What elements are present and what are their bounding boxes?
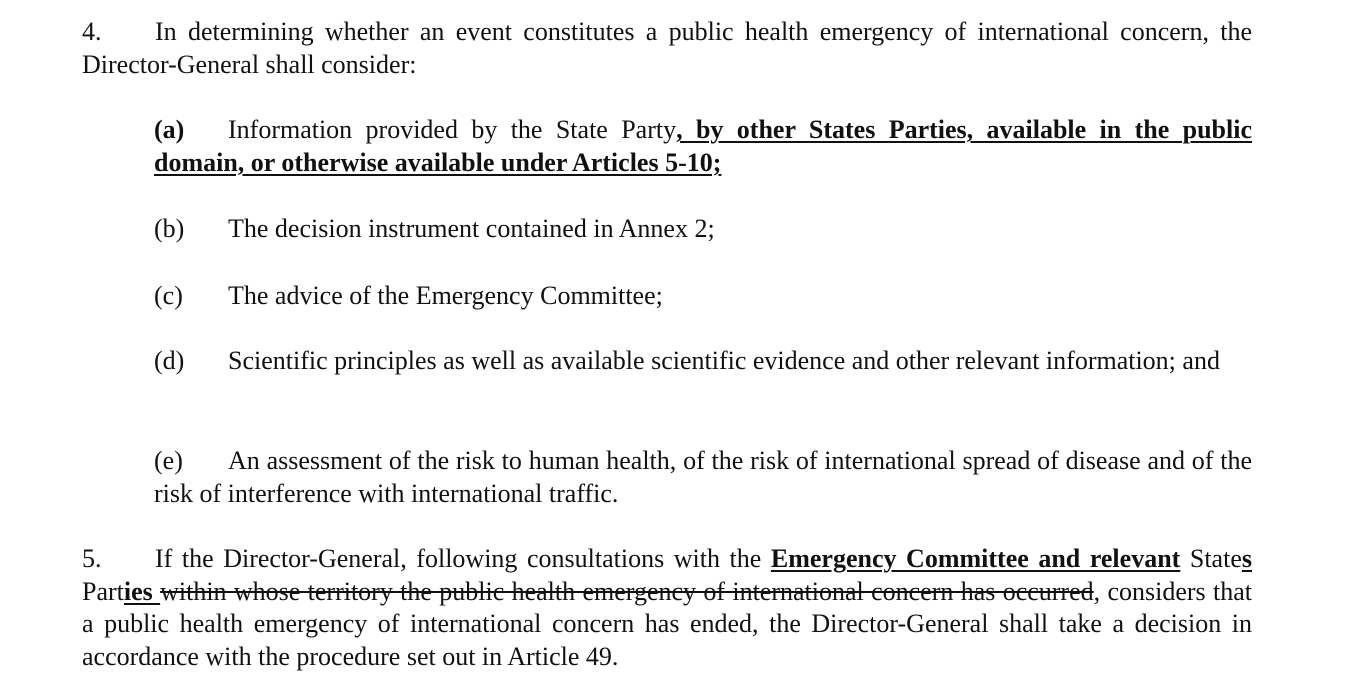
item-label: (e) (154, 446, 183, 475)
item-a (154, 114, 1252, 179)
item-c (154, 280, 1252, 313)
item-text: The decision instrument contained in Annex 2; (228, 214, 715, 243)
inserted-text: s (1241, 544, 1252, 573)
inserted-text: ies (123, 576, 161, 606)
paragraph-text: Part (82, 576, 124, 606)
paragraph-text: If the Director-General, following consultations with the (155, 544, 771, 573)
paragraph-number: 5. (82, 544, 102, 573)
paragraph-text: In determining whether an event constitutes a public health emergency of international concern, the Director-General shall consider: (82, 17, 1252, 79)
paragraph-text: State (1180, 544, 1242, 573)
item-e (154, 445, 1252, 510)
inserted-text: , by other States Parties, available in the public domain, or otherwise available under Articles 5-10; (154, 115, 1253, 177)
deleted-text: within whose territory the public health emergency of international concern has occurred (160, 576, 1094, 606)
paragraph-text: , considers that a public health emergency of international concern has ended, the Director-General shall take a decision in accordance with the procedure set out in Article 49. (82, 576, 1252, 671)
item-text: Scientific principles as well as available scientific evidence and other relevant information; and (228, 346, 1220, 375)
paragraph-5 (82, 543, 1252, 673)
item-d (154, 345, 1252, 378)
paragraph-number: 4. (82, 17, 102, 46)
item-label: (c) (154, 281, 183, 310)
item-label: (b) (154, 214, 185, 243)
item-text: The advice of the Emergency Committee; (228, 281, 663, 310)
item-b (154, 213, 1252, 246)
item-text: An assessment of the risk to human health, of the risk of international spread of disease and of the risk of interference with international traffic. (154, 446, 1252, 508)
paragraph-4 (82, 16, 1252, 81)
inserted-text: Emergency Committee and relevant (770, 544, 1181, 573)
item-text: Information provided by the State Party (228, 115, 677, 144)
item-label: (a) (154, 115, 185, 144)
item-label: (d) (154, 346, 185, 375)
